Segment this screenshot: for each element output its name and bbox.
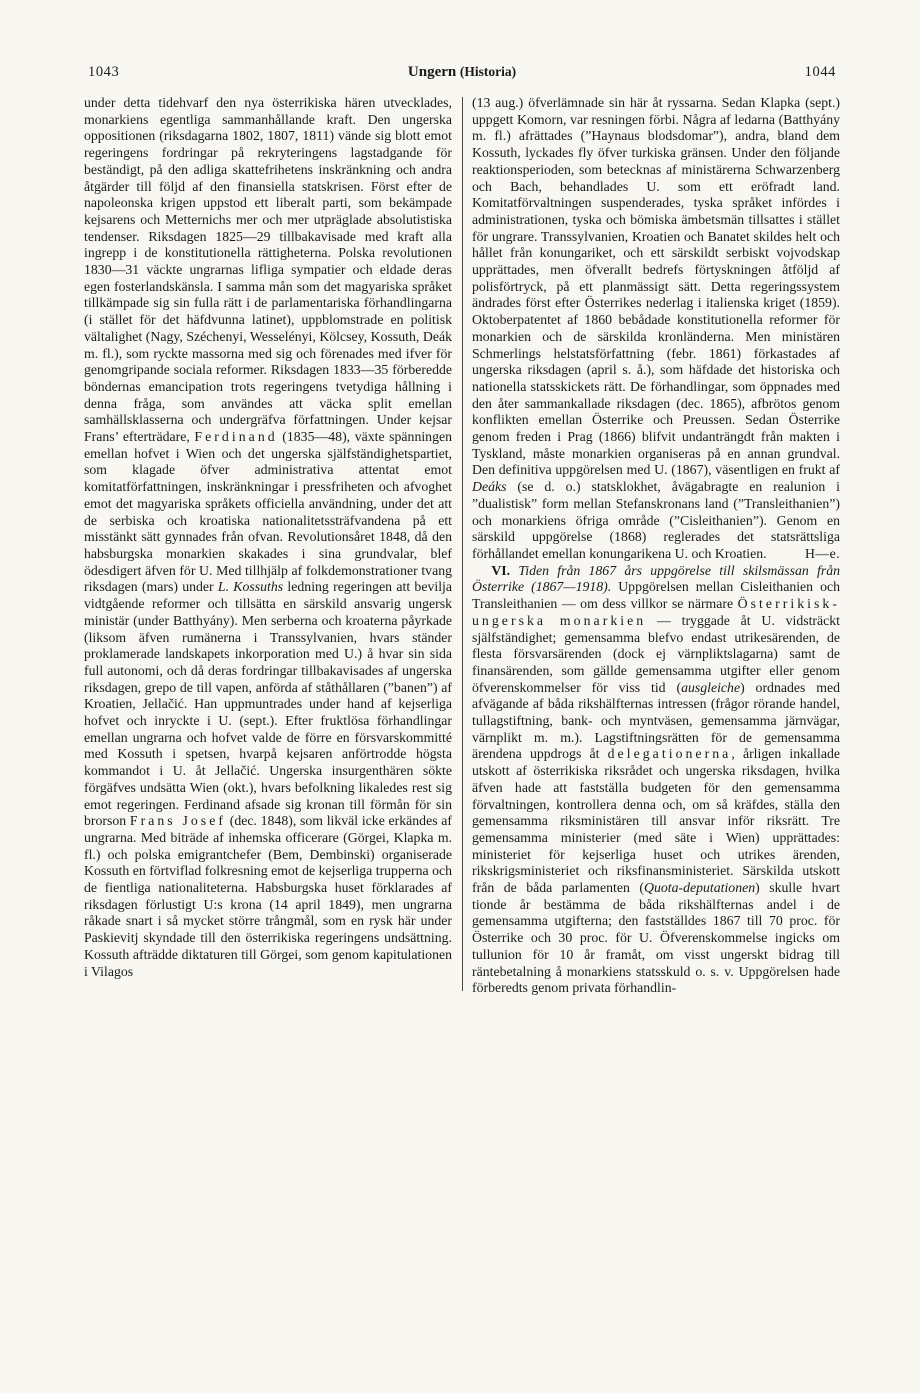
page-title — [158, 64, 766, 81]
text-run: — tryggade åt U. vidsträckt själfständighet; gemensamma blefvo endast utrikesärenden, de flesta försvarsärenden (dock ej värnpliktslagarna) samt de finansärenden, som gällde gemensamma utgifter eller genom öfverenskommelser för viss tid ( — [472, 612, 841, 695]
text-run: Österrikisk-ungerska monarkien — [472, 596, 840, 628]
text-run: under detta tidehvarf den nya österrikiska hären utvecklades, monarkiens egentliga sammanhållande kraft. Den ungerska oppositionen (riksdagarna 1802, 1807, 1811) vände sig blott emot regeringens fordringar på rekryteringens lagstadgande för beständigt, på den adliga skattefrihetens inskränkning och andra åtgärder till följd af den finansiella statskrisen. Först efter de napoleonska krigen uppstod ett liberalt parti, som bekämpade kejsarens och Metternichs mer och mer utpräglade absolutistiska tendenser. Riksdagen 1825—29 tillbakavisade med kraft alla ingrepp i de konstitutionella rättigheterna. Polska revolutionen 1830—31 väckte ungrarnas lifliga sympatier och eldade deras egen fosterlandskänsla. I samma mån som det magyariska språket tillkämpade sig sin fulla rätt i de parlamentariska förhandlingarna (i stället för det häfdvunna latinet), uppblomstrade en politisk vältalighet (Nagy, Széchenyi, Wesselényi, Kölcsey, Kossuth, Deák m. fl.), som ryckte massorna med sig och förenades med ifver för genomgripande sociala reformer. Riksdagen 1833—35 förberedde böndernas emancipation trots regeringens tvetydiga hållning i denna fråga, som användes att väcka split emellan samhällsklasserna och undergräfva författningen. Under kejsar Frans’ efterträdare, — [84, 95, 452, 445]
paragraph — [472, 95, 840, 563]
text-run: Ferdinand — [194, 429, 278, 445]
text-run: ) skulle hvart tionde år bestämma de båda rikshälfternas andel i de gemensamma utgifterna; den fastställdes 1867 till 70 proc. för Österrike och 30 proc. för U. Öfverenskommelse ingicks om tullunion för 10 år framåt, om visst ungerskt bidrag till räntebetalning å monarkiens statsskuld o. s. v. Uppgörelsen hade förberedts genom privata förhandlin- — [472, 880, 840, 996]
text-run: L. Kossuths — [217, 579, 284, 595]
text-run: Tiden från 1867 års uppgörelse till skilsmässan från Österrike (1867—1918). — [472, 562, 840, 595]
text-run: Deáks — [472, 479, 507, 495]
text-run: (1835—48), växte spänningen emellan hofvet i Wien och det ungerska själfständighetspartiet, som klagade öfver administrativa attentat emot komitatförfattningen, inskränkningar i pressfriheten och afvoghet emot det magyariska språkets officiella användning, under det att de serbiska och kroatiska nationalitetssträfvandena på ett misstänkt sätt gynnades från ofvan. Revolutionsåret 1848, då den habsburgska monarkien skakades i sina grundvalar, blef ödesdigert äfven för U. Med tillhjälp af folkdemonstrationer tvang riksdagen (mars) under — [84, 429, 452, 595]
text-run: VI. — [491, 562, 519, 578]
right-page-number: 1044 — [804, 64, 836, 80]
text-column-left — [84, 95, 452, 997]
page-title-section: (Historia) — [459, 64, 517, 79]
text-run: Uppgörelsen mellan Cisleithanien och Transleithanien — om dess villkor se närmare — [472, 579, 840, 612]
text-run: Quota-deputationen — [644, 880, 756, 896]
text-column-right — [472, 95, 840, 997]
paragraph — [84, 95, 452, 980]
column-divider-rule — [462, 97, 463, 991]
text-run: (dec. 1848), som likväl icke erkändes af ungrarna. Med biträde af inhemska officerare (Görgei, Klapka m. fl.) och polska emigrantchefer (Bem, Dembinski) organiserade Kossuth en förtviflad folkresning emot de kejserliga trupperna och de fientliga nationaliteterna. Habsburgska huset förklarades af riksdagen förlustigt U:s krona (14 april 1849), men ungrarna råkade snart i så mycket större trångmål, som en rysk här under Paskievitj skyndade till den österrikiska regeringens undsättning. Kossuth afträdde diktaturen till Görgei, som genom kapitulationen i Vilagos — [84, 813, 453, 979]
left-page-number: 1043 — [88, 64, 120, 80]
text-run: delegationerna — [607, 746, 732, 762]
text-run: ausgleiche — [681, 679, 741, 695]
text-run: ledning regeringen att bevilja vidtgående reformer och tillsätta en särskild ansvarig ungersk ministär (under Batthyány). Men serberna och kroaterna påyrkade (liksom äfven rumänerna i Transsylvanien, hvars ständer proklamerade landskapets inkorporation med U.) å hvar sin sida full autonomi, och då deras fordringar tillbakavisades af ungerska riksdagen, grepo de till vapen, anförda af ståthållaren (”banen”) af Kroatien, Jellačić. Han uppmuntrades under hand af kejserliga hofvet och inryckte i U. (sept.). Efter fruktlösa förhandlingar emellan ungrarna och hofvet valde de förre en försvarskommitté med Kossuth i spetsen, hvarpå kejsaren anförtrodde högsta kommandot i U. åt Jellačić. Ungerska insurgenthären sökte förgäfves undsätta Wien (okt.), hvars befolkning likaledes rest sig emot regeringen. Ferdinand afsade sig kronan till förmån för sin brorson — [84, 579, 452, 829]
text-run: Frans Josef — [129, 813, 227, 829]
text-run: H—e. — [805, 545, 840, 561]
text-run: (se d. o.) statsklokhet, åvägabragte en realunion i ”dualistisk” form mellan Stefanskronans land (”Transleithanien”) och monarkiens öfriga område (”Cisleithanien”). Genom en särskild uppgörelse (1868) reglerades det statsrättsliga förhållandet emellan konungarikena U. och Kroatien. — [472, 479, 840, 561]
text-run: , årligen inkallade utskott af österrikiska riksrådet och ungerska riksdagen, hvilka äfven hade att fastställa budgeten för den gemensamma förvaltningen, kontrollera denna och, om så kräfdes, ställa den gemensamma riksministären till ansvar inför riksrätt. Tre gemensamma ministerier (med säte i Wien) upprättades: ministeriet för kejserliga huset och utrikes ärenden, rikskrigsministeriet och riksfinansministeriet. Särskilda utskott från de båda parlamenten ( — [472, 746, 840, 896]
text-run: ) ordnades med afvägande af båda rikshälfternas intressen (frågor rörande handel, tullagstiftning, bank- och myntväsen, gemensamma järnvägar, värnplikt m. m.). Lagstiftningsrätten för de gemensamma ärendena uppdrogs åt — [472, 679, 840, 762]
text-run: (13 aug.) öfverlämnade sin här åt ryssarna. Sedan Klapka (sept.) uppgett Komorn, var resningen förbi. Några af ledarna (Batthyány m. fl.) afrättades (”Haynaus blodsdomar”), andra, bland dem Kossuth, lyckades fly öfver turkiska gränsen. Under den följande reaktionsperioden, som betecknas af ministärerna Schwarzenberg och Bach, behandlades U. som ett eröfradt land. Komitatförvaltningen suspenderades, tyska språket infördes i administrationen, tyska och bömiska ämbetsmän tillsattes i stället för ungrare. Transsylvanien, Kroatien och Banatet skildes helt och hållet från konungariket, och ett särskildt serbiskt vojvodskap upprättades, men öfverallt bedrefs förtyskningen åtföljd af polisförtryck, på ett planmässigt sätt. Detta regeringssystem ändrades först efter Österrikes nederlag i italienska kriget (1859). Oktoberpatentet af 1860 bebådade konstitutionella reformer för monarkien och de särskilda kronländerna. Men ministären Schmerlings helstatsförfattning (febr. 1861) förkastades af ungerska riksdagen (april s. å.), som häfdade det historiska och nationella statsskickets rätt. De förhandlingar, som öppnades med den åter sammankallade riksdagen (dec. 1865), afbrötos genom konflikten emellan Österrike och Preussen. Sedan Österrike genom freden i Prag (1866) blifvit undanträngdt från makten i Tyskland, måste monarkien organiseras på en annan grundval. Den definitiva uppgörelsen med U. (1867), väsentligen en frukt af — [472, 95, 840, 478]
page-title-main: Ungern — [407, 64, 457, 80]
page-header — [84, 64, 840, 81]
paragraph — [472, 563, 840, 997]
page-body — [84, 95, 840, 997]
